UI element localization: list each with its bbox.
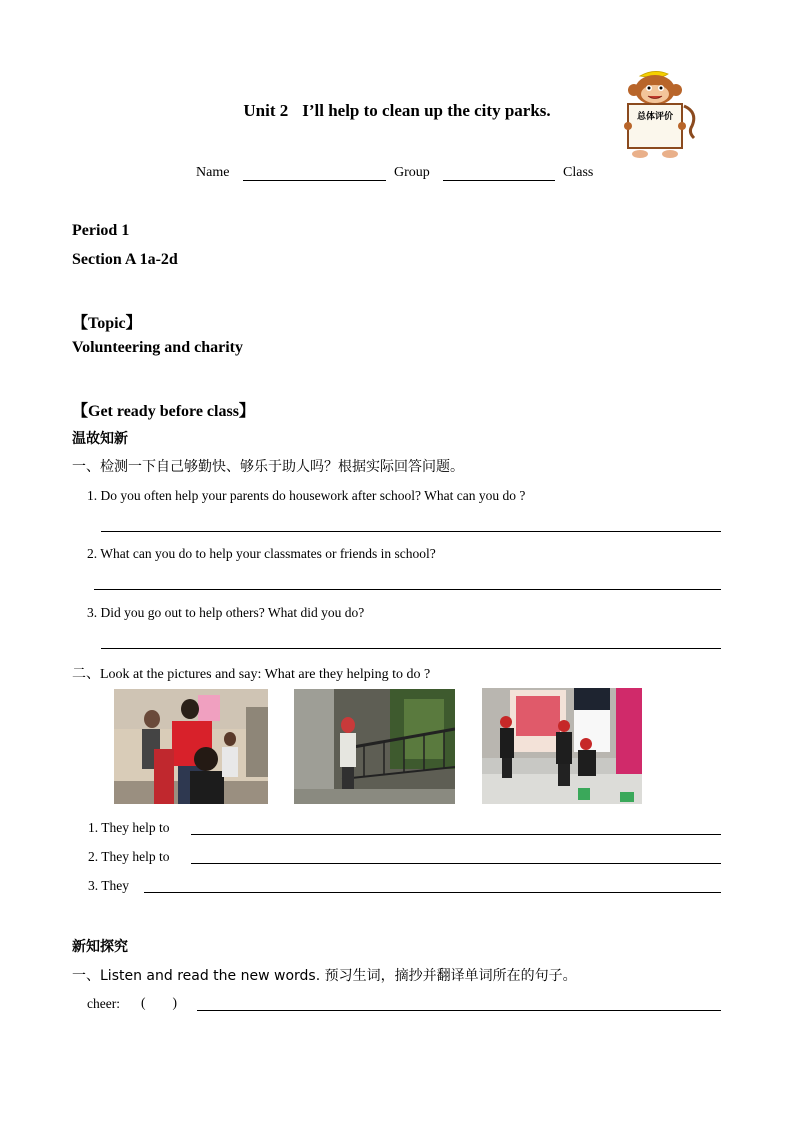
photo-cleaning-railing [294,689,455,804]
section-label: Section A 1a-2d [72,251,178,268]
get-ready-heading: 【Get ready before class】 [72,403,255,420]
answer-line-3[interactable] [101,648,721,649]
question-2: 2. What can you do to help your classmates or friends in school? [87,546,436,561]
prompt-line-1[interactable] [191,834,721,835]
photo-haircut [114,689,268,804]
prompt-line-3[interactable] [144,892,721,893]
unit-label: Unit 2 [243,101,289,120]
question-3: 3. Did you go out to help others? What did you do? [87,605,365,620]
new-heading: 新知探究 [72,939,128,955]
prompt-1: 1. They help to [88,820,170,835]
prompt-3: 3. They [88,878,129,893]
part1-heading: 一、检测一下自己够勤快、够乐于助人吗？根据实际回答问题。 [72,459,464,475]
word-cheer-brackets[interactable]: ( ) [141,995,177,1010]
name-field[interactable] [243,180,386,181]
answer-line-2[interactable] [94,589,721,590]
topic-heading: 【Topic】 [72,315,142,332]
part2-heading: 二、Look at the pictures and say: What are they helping to do ? [72,667,431,682]
word-cheer-line[interactable] [197,1010,721,1011]
photo-cleaning-bus-stop [482,688,642,804]
evaluation-badge [618,68,698,160]
name-label: Name [196,165,230,180]
word-cheer: cheer: [87,996,120,1011]
period-label: Period 1 [72,222,130,239]
question-1: 1. Do you often help your parents do housework after school? What can you do ? [87,488,526,503]
part3-heading: 一、Listen and read the new words. 预习生词，摘抄并翻译单词所在的句子。 [72,968,577,984]
unit-title: I’ll help to clean up the city parks. [302,101,551,120]
prompt-2: 2. They help to [88,849,170,864]
answer-line-1[interactable] [101,531,721,532]
prompt-line-2[interactable] [191,863,721,864]
group-field[interactable] [443,180,555,181]
group-label: Group [394,165,430,180]
badge-label: 总体评价 [636,112,673,122]
class-label: Class [563,165,594,180]
review-heading: 温故知新 [72,431,128,447]
topic-text: Volunteering and charity [72,339,243,356]
